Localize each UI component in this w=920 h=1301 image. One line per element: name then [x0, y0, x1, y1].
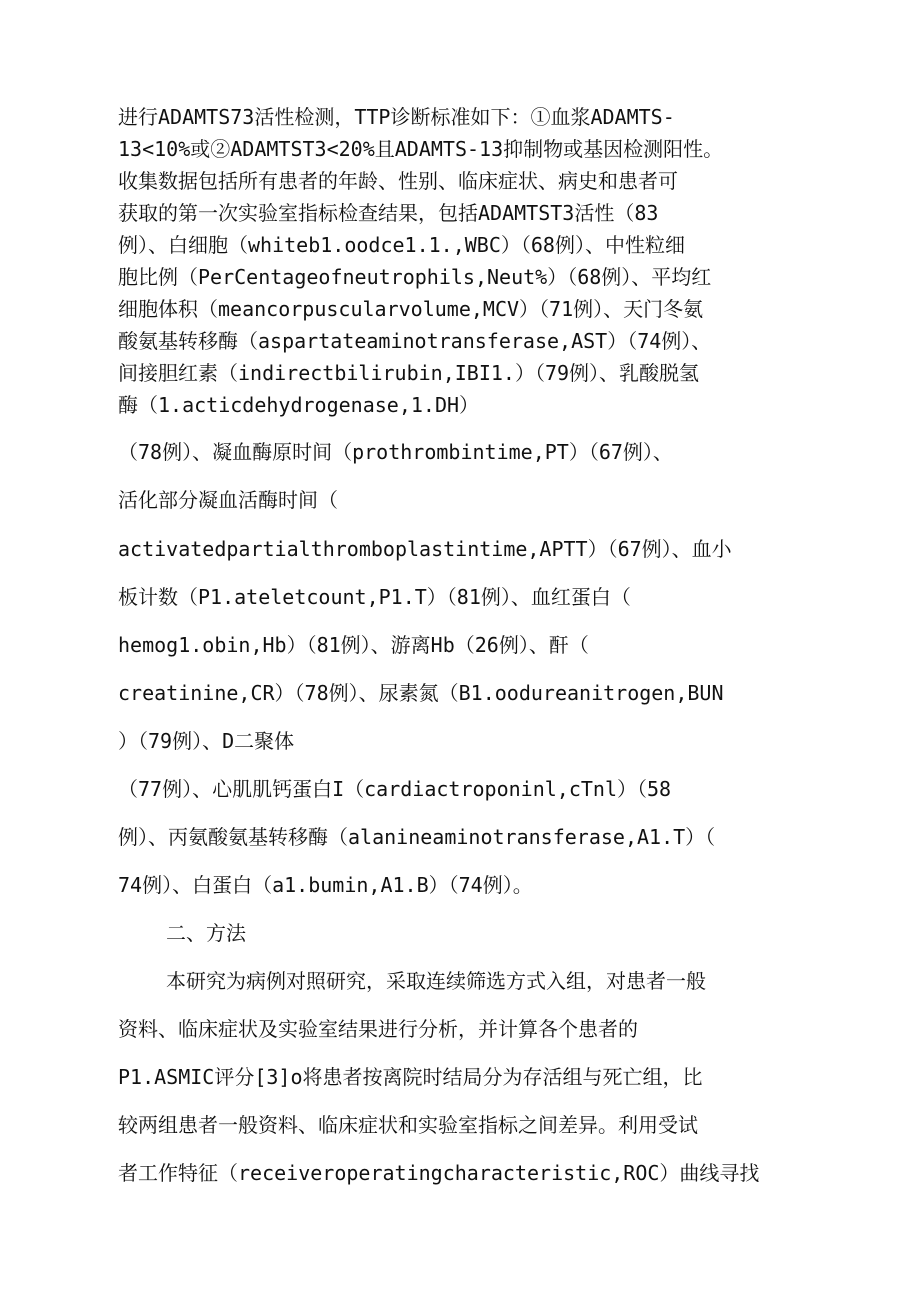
- text-line: 例）、丙氨酸氨基转移酶（alanineaminotransferase,A1.T）（: [118, 825, 716, 849]
- text-line: ）（79例）、D二聚体: [118, 729, 295, 753]
- text-line: creatinine,CR）（78例）、尿素氮（B1.oodureanitrogen,BUN: [118, 681, 724, 705]
- text-line: 活化部分凝血活酶时间（: [118, 488, 338, 512]
- text-line: 胞比例（PerCentageofneutrophils,Neut%）（68例）、平均红: [118, 265, 712, 289]
- text-line: 13<10%或②ADAMTST3<20%且ADAMTS-13抑制物或基因检测阳性。: [118, 137, 724, 161]
- text-line: 板计数（P1.ateletcount,P1.T）（81例）、血红蛋白（: [118, 585, 631, 609]
- text-line: activatedpartialthromboplastintime,APTT）（67例）、血小: [118, 537, 732, 561]
- text-line: P1.ASMIC评分[3]o将患者按离院时结局分为存活组与死亡组，比: [118, 1065, 703, 1089]
- text-line: 间接胆红素（indirectbilirubin,IBI1.）（79例）、乳酸脱氢: [118, 361, 700, 385]
- text-line: （77例）、心肌肌钙蛋白I（cardiactroponinl,cTnl）（58: [118, 777, 672, 801]
- text-line: 资料、临床症状及实验室结果进行分析，并计算各个患者的: [118, 1017, 638, 1041]
- text-line: 细胞体积（meancorpuscularvolume,MCV）（71例）、天门冬氨: [118, 297, 704, 321]
- text-line: 例）、白细胞（whiteb1.oodce1.1.,WBC）（68例）、中性粒细: [118, 233, 685, 257]
- text-line: （78例）、凝血酶原时间（prothrombintime,PT）（67例）、: [118, 440, 673, 464]
- text-line: 进行ADAMTS73活性检测，TTP诊断标准如下：①血浆ADAMTS-: [118, 105, 675, 129]
- text-line: 获取的第一次实验室指标检查结果，包括ADAMTST3活性（83: [118, 201, 659, 225]
- text-line: 本研究为病例对照研究，采取连续筛选方式入组，对患者一般: [166, 969, 706, 993]
- text-line: 者工作特征（receiveroperatingcharacteristic,ROC）曲线寻找: [118, 1161, 760, 1185]
- text-line: 较两组患者一般资料、临床症状和实验室指标之间差异。利用受试: [118, 1113, 698, 1137]
- section-heading: 二、方法: [166, 921, 246, 945]
- text-line: 酶（1.acticdehydrogenase,1.DH）: [118, 393, 480, 417]
- text-line: hemog1.obin,Hb）（81例）、游离Hb（26例）、酐（: [118, 633, 589, 657]
- text-line: 74例）、白蛋白（a1.bumin,A1.B）（74例）。: [118, 873, 533, 897]
- text-line: 酸氨基转移酶（aspartateaminotransferase,AST）（74例）、: [118, 329, 712, 353]
- text-line: 收集数据包括所有患者的年龄、性别、临床症状、病史和患者可: [118, 169, 678, 193]
